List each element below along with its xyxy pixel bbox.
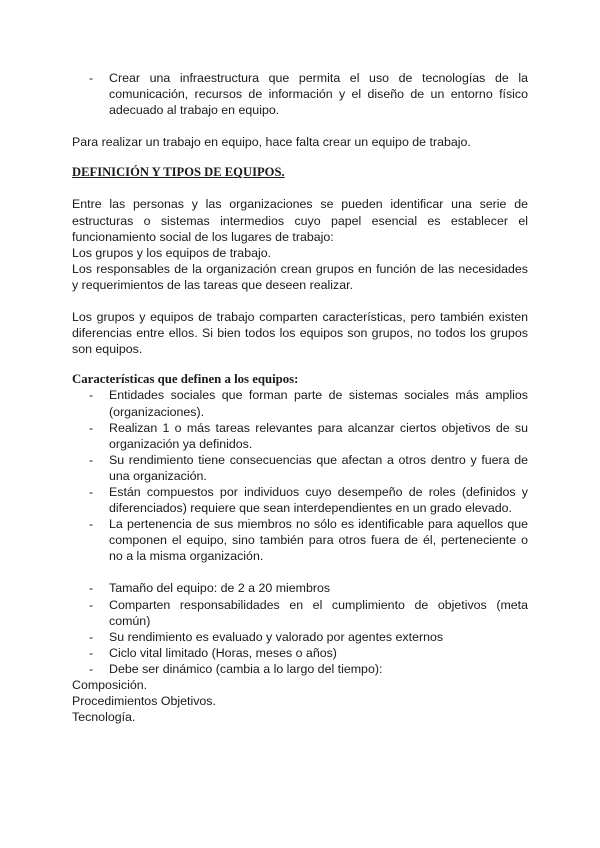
detalles-list [72, 580, 528, 677]
paragraph-comparten: Los grupos y equipos de trabajo comparten características, pero también existen diferencias entre ellos. Si bien todos los equipos son grupos, no todos los grupos son equipos. [72, 310, 528, 357]
list-item: - Debe ser dinámico (cambia a lo largo del tiempo): [72, 661, 528, 677]
list-item: - Entidades sociales que forman parte de sistemas sociales más amplios (organizaciones). [72, 387, 528, 419]
section-heading: DEFINICIÓN Y TIPOS DE EQUIPOS. [72, 165, 285, 180]
subheading-caracteristicas: Características que definen a los equipos: [72, 372, 299, 387]
list-item: - La pertenencia de sus miembros no sólo es identificable para aquellos que componen el equipo, sino también para otros fuera de él, perteneciente o no a la misma organización. [72, 516, 528, 564]
dinamico-item: Composición. [72, 678, 148, 692]
paragraph-equipo: Para realizar un trabajo en equipo, hace falta crear un equipo de trabajo. [72, 135, 471, 150]
list-item: - Tamaño del equipo: de 2 a 20 miembros [72, 580, 528, 596]
dinamico-item: Tecnología. [72, 710, 136, 725]
caracteristicas-list [72, 387, 528, 564]
list-item: - Están compuestos por individuos cuyo desempeño de roles (definidos y diferenciados) requiere que sean interdependientes en un grado elevado. [72, 484, 528, 516]
list-item: - Su rendimiento es evaluado y valorado por agentes externos [72, 629, 528, 645]
document-page [72, 70, 528, 725]
list-item: - Ciclo vital limitado (Horas, meses o años) [72, 645, 528, 661]
list-item: - Comparten responsabilidades en el cumplimiento de objetivos (meta común) [72, 597, 528, 629]
line-grupos: Los grupos y los equipos de trabajo. [72, 245, 272, 260]
list-item: - Su rendimiento tiene consecuencias que afectan a otros dentro y fuera de una organización. [72, 452, 528, 484]
list-item: - Crear una infraestructura que permita el uso de tecnologías de la comunicación, recursos de información y el diseño de un entorno físico adecuado al trabajo en equipo. [72, 70, 528, 118]
intro-list [72, 70, 528, 118]
list-item: - Realizan 1 o más tareas relevantes para alcanzar ciertos objetivos de su organización ya definidos. [72, 420, 528, 452]
dinamico-item: Procedimientos Objetivos. [72, 694, 216, 709]
paragraph-estructuras: Entre las personas y las organizaciones se pueden identificar una serie de estructuras o sistemas intermedios cuyo papel esencial es establecer el funcionamiento social de los lugares de trabajo: [72, 197, 528, 244]
paragraph-responsables: Los responsables de la organización crean grupos en función de las necesidades y requerimientos de las tareas que deseen realizar. [72, 261, 528, 292]
